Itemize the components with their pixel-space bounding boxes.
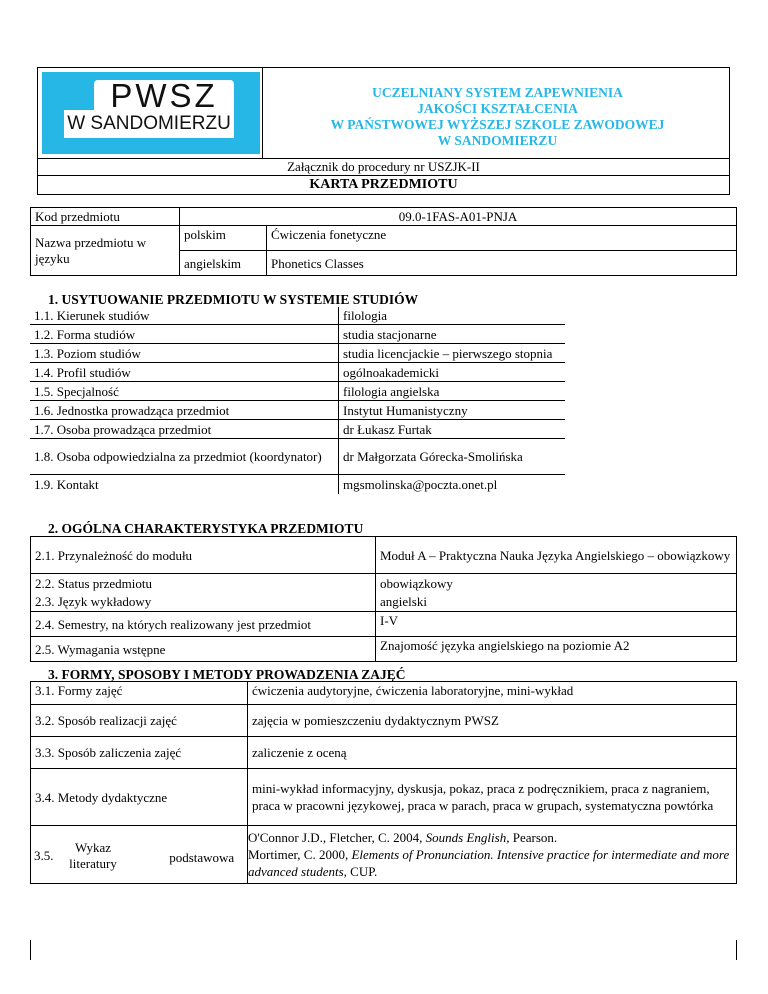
literature-sub-label: podstawowa [165,826,247,884]
s1-value: ogólnoakademicki [339,363,566,382]
s1-value: studia stacjonarne [339,325,566,344]
s1-value: filologia [339,307,566,325]
s1-value: dr Łukasz Furtak [339,420,566,439]
s2-label: 2.5. Wymagania wstępne [31,637,376,662]
item2-title: Elements of Pronunciation. Intensive practice for intermediate and more advanced students, [248,847,730,879]
literature-list [248,826,737,884]
item1-authors: O'Connor J.D., Fletcher, C. 2004, [248,830,426,845]
continuation-line [30,940,31,960]
section2-table [30,536,737,662]
title-line: UCZELNIANY SYSTEM ZAPEWNIENIA [372,85,623,100]
s1-label: 1.9. Kontakt [34,476,99,492]
s1-label: 1.4. Profil studiów [30,363,339,382]
header-logo-divider [262,67,263,159]
s2-value: Moduł A – Praktyczna Nauka Języka Angielskiego – obowiązkowy [376,537,737,574]
s1-label: 1.7. Osoba prowadząca przedmiot [30,420,339,439]
s2-label: 2.4. Semestry, na których realizowany jest przedmiot [31,612,376,637]
literature-cell [31,826,166,884]
section3-table [30,681,737,884]
s3-label: 3.3. Sposób zaliczenia zajęć [31,737,248,769]
s2-value: Znajomość języka angielskiego na poziomie A2 [376,637,737,662]
section1-title: 1. USYTUOWANIE PRZEDMIOTU W SYSTEMIE STUDIÓW [48,292,419,307]
item2-authors: Mortimer, C. 2000, [248,847,352,862]
s2-value: angielski [376,593,737,612]
s1-value: dr Małgorzata Górecka-Smolińska [339,439,566,475]
s3-label: 3.1. Formy zajęć [31,682,248,705]
system-title [265,85,730,149]
title-line: W SANDOMIERZU [437,133,558,148]
s3-value: mini-wykład informacyjny, dyskusja, pokaz, praca z podręcznikiem, praca z nagraniem, praca w pracowni językowej, praca w parach, praca w grupach, systematyczna powtórka [248,769,737,826]
s1-label: 1.6. Jednostka prowadząca przedmiot [30,401,339,420]
s1-label: 1.5. Specjalność [30,382,339,401]
item1-title: Sounds English, [425,830,510,845]
title-line: W PAŃSTWOWEJ WYŻSZEJ SZKOLE ZAWODOWEJ [330,117,665,132]
card-title: KARTA PRZEDMIOTU [309,177,458,192]
s1-label: 1.3. Poziom studiów [30,344,339,363]
s1-label: 1.1. Kierunek studiów [30,307,339,325]
section1-table [30,307,565,494]
polish-value: Ćwiczenia fonetyczne [267,226,737,251]
annex-text: Załącznik do procedury nr USZJK-II [287,159,480,174]
literature-num: 3.5. [34,847,54,863]
s3-value: zajęcia w pomieszczeniu dydaktycznym PWSZ [248,705,737,737]
s3-label: 3.4. Metody dydaktyczne [31,769,248,826]
literature-item-2 [248,846,732,880]
s2-value: obowiązkowy [376,574,737,593]
logo-top-text: PWSZ [110,77,218,114]
s3-label: 3.2. Sposób realizacji zajęć [31,705,248,737]
continuation-line-right [736,940,737,960]
title-line: JAKOŚCI KSZTAŁCENIA [417,101,578,116]
literature-item-1 [248,829,732,846]
section2-title: 2. OGÓLNA CHARAKTERYSTYKA PRZEDMIOTU [48,521,364,536]
item1-pub: Pearson. [509,830,558,845]
course-table [30,207,737,276]
s1-value: Instytut Humanistyczny [339,401,566,420]
s3-value: zaliczenie z oceną [248,737,737,769]
s2-value: I-V [376,612,737,637]
s1-value: studia licencjackie – pierwszego stopnia [339,344,566,363]
s1-label: 1.2. Forma studiów [30,325,339,344]
polish-label: polskim [180,226,267,251]
s1-label: 1.8. Osoba odpowiedzialna za przedmiot (koordynator) [30,439,339,475]
english-label: angielskim [180,251,267,276]
section3-title: 3. FORMY, SPOSOBY I METODY PROWADZENIA ZAJĘĆ [48,667,406,682]
s3-value: ćwiczenia audytoryjne, ćwiczenia laboratoryjne, mini-wykład [248,682,737,705]
s2-label: 2.1. Przynależność do modułu [31,537,376,574]
name-label: Nazwa przedmiotu w języku [31,226,180,276]
logo-bottom-text: W SANDOMIERZU [67,113,231,134]
s2-label: 2.3. Język wykładowy [31,593,376,612]
item2-pub: CUP. [346,864,378,879]
literature-label: Wykaz literatury [69,839,117,871]
s1-value: filologia angielska [339,382,566,401]
code-label: Kod przedmiotu [31,208,180,226]
s1-value: mgsmolinska@poczta.onet.pl [339,475,566,494]
english-value: Phonetics Classes [267,251,737,276]
s2-label: 2.2. Status przedmiotu [31,574,376,593]
pwsz-logo [42,72,260,154]
code-value: 09.0-1FAS-A01-PNJA [180,208,737,226]
